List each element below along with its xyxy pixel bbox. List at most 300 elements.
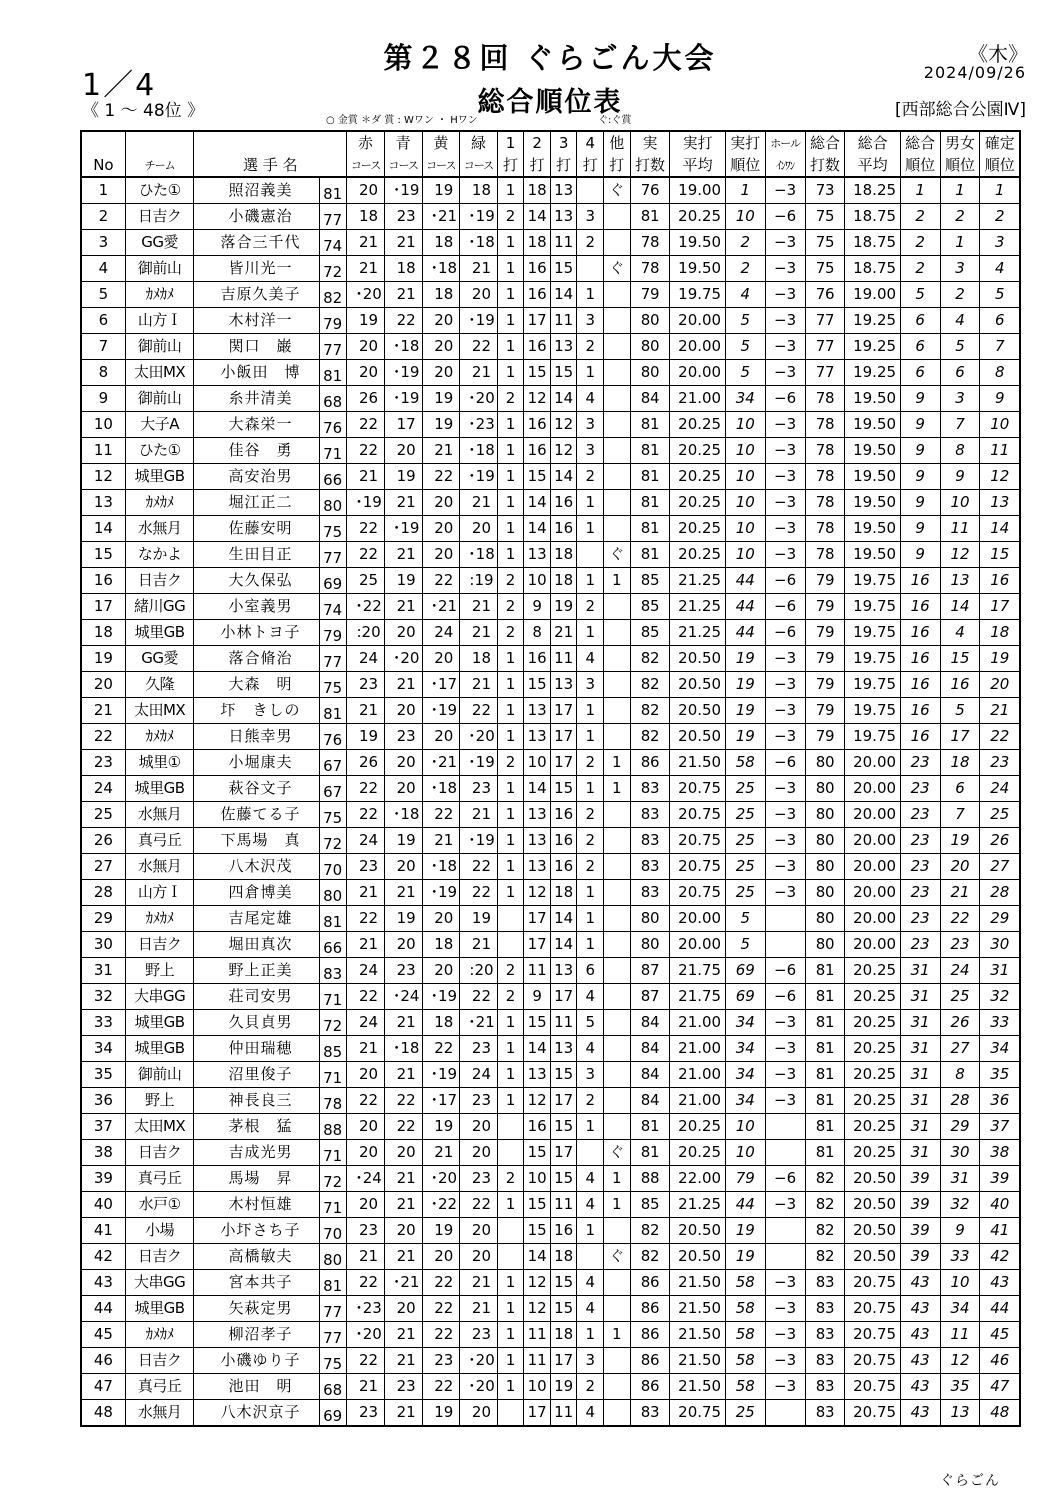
strokes-3: 15	[550, 776, 577, 802]
age: 77	[319, 334, 347, 360]
red-course: 21	[347, 880, 385, 906]
strokes-2: 16	[524, 1114, 551, 1140]
actual-rank: 25	[725, 880, 765, 906]
actual-strokes: 86	[630, 750, 670, 776]
red-course: 22	[347, 516, 385, 542]
team: 城里GB	[125, 464, 194, 490]
age: 71	[319, 438, 347, 464]
gender-rank: 24	[940, 958, 980, 984]
col-blue-top: 青	[384, 131, 422, 154]
rank-no: 33	[81, 1010, 125, 1036]
strokes-3: 18	[550, 542, 577, 568]
strokes-other	[604, 1088, 631, 1114]
red-course: 24	[347, 1010, 385, 1036]
actual-strokes: 81	[630, 1140, 670, 1166]
strokes-1: 2	[497, 568, 524, 594]
strokes-1: 1	[497, 880, 524, 906]
team: 水無月	[125, 854, 194, 880]
total-average: 20.00	[845, 932, 900, 958]
rank-no: 46	[81, 1348, 125, 1374]
total-strokes: 79	[805, 724, 845, 750]
col-hole-top: ホール	[765, 131, 805, 154]
player-name: 落合三千代	[194, 230, 319, 256]
strokes-other	[604, 490, 631, 516]
gender-rank: 3	[940, 386, 980, 412]
player-name: 小林トヨ子	[194, 620, 319, 646]
final-rank: 26	[980, 828, 1020, 854]
strokes-2: 14	[524, 516, 551, 542]
yellow-course: 22	[422, 1270, 460, 1296]
strokes-2: 10	[524, 568, 551, 594]
rank-no: 19	[81, 646, 125, 672]
strokes-other	[604, 438, 631, 464]
total-average: 20.00	[845, 906, 900, 932]
age: 68	[319, 1374, 347, 1400]
final-rank: 48	[980, 1400, 1020, 1427]
strokes-other	[604, 204, 631, 230]
rank-no: 17	[81, 594, 125, 620]
team: 山方Ｉ	[125, 308, 194, 334]
strokes-3: 13	[550, 958, 577, 984]
hole-in-one	[765, 1218, 805, 1244]
green-course: ･18	[460, 438, 498, 464]
total-average: 20.75	[845, 1348, 900, 1374]
total-strokes: 83	[805, 1296, 845, 1322]
strokes-2: 15	[524, 360, 551, 386]
strokes-other	[604, 1114, 631, 1140]
final-rank: 42	[980, 1244, 1020, 1270]
age: 77	[319, 542, 347, 568]
final-rank: 3	[980, 230, 1020, 256]
blue-course: 20	[384, 776, 422, 802]
strokes-3: 15	[550, 1296, 577, 1322]
age: 76	[319, 724, 347, 750]
actual-strokes: 79	[630, 282, 670, 308]
actual-average: 21.00	[670, 1010, 725, 1036]
yellow-course: ･21	[422, 204, 460, 230]
red-course: 20	[347, 1192, 385, 1218]
actual-average: 21.75	[670, 958, 725, 984]
strokes-1: 1	[497, 854, 524, 880]
total-strokes: 81	[805, 1010, 845, 1036]
green-course: 20	[460, 1218, 498, 1244]
hole-in-one: −6	[765, 620, 805, 646]
strokes-2: 12	[524, 1296, 551, 1322]
strokes-3: 16	[550, 516, 577, 542]
total-average: 20.00	[845, 880, 900, 906]
team: GG愛	[125, 230, 194, 256]
strokes-4: 1	[577, 516, 604, 542]
hole-in-one: −3	[765, 256, 805, 282]
green-course: 21	[460, 672, 498, 698]
age: 82	[319, 282, 347, 308]
actual-strokes: 81	[630, 1114, 670, 1140]
yellow-course: 20	[422, 308, 460, 334]
green-course: ･19	[460, 750, 498, 776]
actual-average: 19.50	[670, 256, 725, 282]
total-rank: 1	[900, 177, 940, 204]
strokes-2: 16	[524, 646, 551, 672]
table-row	[81, 698, 1020, 724]
final-rank: 32	[980, 984, 1020, 1010]
total-strokes: 81	[805, 1036, 845, 1062]
strokes-3: 17	[550, 1140, 577, 1166]
total-strokes: 79	[805, 672, 845, 698]
strokes-3: 18	[550, 568, 577, 594]
age: 68	[319, 386, 347, 412]
hole-in-one: −3	[765, 828, 805, 854]
blue-course: 22	[384, 1114, 422, 1140]
team: 日吉ク	[125, 1244, 194, 1270]
total-strokes: 80	[805, 932, 845, 958]
strokes-2: 12	[524, 1270, 551, 1296]
actual-average: 20.75	[670, 802, 725, 828]
yellow-course: 21	[422, 438, 460, 464]
age: 72	[319, 1166, 347, 1192]
hole-in-one: −6	[765, 386, 805, 412]
green-course: 23	[460, 1166, 498, 1192]
strokes-1: 2	[497, 620, 524, 646]
player-name: 大久保弘	[194, 568, 319, 594]
strokes-1: 1	[497, 542, 524, 568]
team: 小場	[125, 1218, 194, 1244]
total-average: 18.75	[845, 256, 900, 282]
actual-average: 21.00	[670, 1088, 725, 1114]
total-average: 20.25	[845, 1036, 900, 1062]
strokes-1: 1	[497, 360, 524, 386]
red-course: 20	[347, 1114, 385, 1140]
strokes-4: 2	[577, 802, 604, 828]
table-row	[81, 464, 1020, 490]
final-rank: 14	[980, 516, 1020, 542]
total-rank: 16	[900, 594, 940, 620]
col-s1: 打	[497, 154, 524, 177]
strokes-1: 1	[497, 1374, 524, 1400]
strokes-other: ぐ	[604, 177, 631, 204]
rank-no: 20	[81, 672, 125, 698]
strokes-other	[604, 516, 631, 542]
actual-average: 20.25	[670, 542, 725, 568]
strokes-other: ぐ	[604, 1140, 631, 1166]
player-name: 吉成光男	[194, 1140, 319, 1166]
green-course: 18	[460, 646, 498, 672]
strokes-other	[604, 334, 631, 360]
strokes-2: 17	[524, 906, 551, 932]
page-subtitle: 総合順位表	[477, 87, 623, 118]
actual-average: 19.75	[670, 282, 725, 308]
gender-rank: 30	[940, 1140, 980, 1166]
player-name: 佐藤安明	[194, 516, 319, 542]
strokes-4: 1	[577, 1218, 604, 1244]
age: 81	[319, 698, 347, 724]
event-date: 2024/09/26	[923, 63, 1026, 82]
strokes-3: 15	[550, 256, 577, 282]
hole-in-one: −6	[765, 958, 805, 984]
team: 日吉ク	[125, 932, 194, 958]
yellow-course: 22	[422, 1296, 460, 1322]
strokes-1: 1	[497, 776, 524, 802]
hole-in-one: −3	[765, 854, 805, 880]
total-rank: 39	[900, 1192, 940, 1218]
hole-in-one	[765, 1244, 805, 1270]
actual-rank: 44	[725, 594, 765, 620]
actual-strokes: 82	[630, 1218, 670, 1244]
final-rank: 1	[980, 177, 1020, 204]
actual-strokes: 85	[630, 594, 670, 620]
age: 72	[319, 1010, 347, 1036]
strokes-other	[604, 1270, 631, 1296]
actual-strokes: 84	[630, 1010, 670, 1036]
actual-average: 20.00	[670, 906, 725, 932]
col-gender-top: 男女	[940, 131, 980, 154]
green-course: 20	[460, 1244, 498, 1270]
age: 88	[319, 1114, 347, 1140]
final-rank: 31	[980, 958, 1020, 984]
blue-course: ･19	[384, 360, 422, 386]
actual-rank: 58	[725, 1348, 765, 1374]
final-rank: 41	[980, 1218, 1020, 1244]
actual-rank: 4	[725, 282, 765, 308]
strokes-3: 15	[550, 1114, 577, 1140]
team: 日吉ク	[125, 568, 194, 594]
strokes-1: 2	[497, 750, 524, 776]
total-rank: 23	[900, 828, 940, 854]
strokes-1	[497, 1114, 524, 1140]
strokes-2: 12	[524, 1088, 551, 1114]
total-rank: 23	[900, 854, 940, 880]
green-course: ･19	[460, 204, 498, 230]
actual-average: 20.25	[670, 490, 725, 516]
hole-in-one: −3	[765, 698, 805, 724]
gender-rank: 6	[940, 360, 980, 386]
actual-strokes: 78	[630, 230, 670, 256]
player-name: 野上正美	[194, 958, 319, 984]
hole-in-one: −3	[765, 1062, 805, 1088]
total-average: 19.75	[845, 646, 900, 672]
hole-in-one	[765, 1140, 805, 1166]
player-name: 吉原久美子	[194, 282, 319, 308]
table-row	[81, 958, 1020, 984]
table-row	[81, 308, 1020, 334]
strokes-4: 4	[577, 984, 604, 1010]
gender-rank: 6	[940, 776, 980, 802]
blue-course: 17	[384, 412, 422, 438]
strokes-4	[577, 1140, 604, 1166]
actual-rank: 10	[725, 490, 765, 516]
strokes-other	[604, 1218, 631, 1244]
green-course: ･21	[460, 1010, 498, 1036]
green-course: 19	[460, 906, 498, 932]
strokes-3: 15	[550, 360, 577, 386]
blue-course: 20	[384, 1140, 422, 1166]
green-course: 23	[460, 776, 498, 802]
strokes-other	[604, 1400, 631, 1427]
final-rank: 4	[980, 256, 1020, 282]
hole-in-one: −3	[765, 1192, 805, 1218]
final-rank: 17	[980, 594, 1020, 620]
green-course: ･19	[460, 828, 498, 854]
yellow-course: ･21	[422, 750, 460, 776]
team: 太田MX	[125, 360, 194, 386]
table-row	[81, 672, 1020, 698]
table-row	[81, 1270, 1020, 1296]
table-row	[81, 282, 1020, 308]
total-rank: 31	[900, 1088, 940, 1114]
rank-no: 39	[81, 1166, 125, 1192]
total-average: 20.25	[845, 984, 900, 1010]
actual-average: 20.50	[670, 1244, 725, 1270]
total-average: 19.25	[845, 334, 900, 360]
total-average: 20.50	[845, 1244, 900, 1270]
strokes-4: 1	[577, 698, 604, 724]
actual-strokes: 82	[630, 1244, 670, 1270]
strokes-4: 2	[577, 594, 604, 620]
actual-strokes: 81	[630, 542, 670, 568]
player-name: 堀江正二	[194, 490, 319, 516]
blue-course: 20	[384, 438, 422, 464]
total-average: 20.00	[845, 802, 900, 828]
age: 79	[319, 308, 347, 334]
actual-strokes: 81	[630, 438, 670, 464]
yellow-course: 19	[422, 1114, 460, 1140]
strokes-1: 1	[497, 672, 524, 698]
final-rank: 39	[980, 1166, 1020, 1192]
actual-average: 20.75	[670, 1400, 725, 1427]
total-rank: 16	[900, 698, 940, 724]
strokes-1: 1	[497, 698, 524, 724]
col-tavg-top: 総合	[845, 131, 900, 154]
blue-course: 19	[384, 464, 422, 490]
hole-in-one: −3	[765, 464, 805, 490]
red-course: 21	[347, 230, 385, 256]
rank-no: 27	[81, 854, 125, 880]
col-no-top	[81, 131, 125, 154]
player-name: 小圷さち子	[194, 1218, 319, 1244]
player-name: 八木沢京子	[194, 1400, 319, 1427]
player-name: 四倉博美	[194, 880, 319, 906]
hole-in-one: −3	[765, 1374, 805, 1400]
age: 79	[319, 620, 347, 646]
strokes-other: 1	[604, 1322, 631, 1348]
green-course: 20	[460, 516, 498, 542]
strokes-other: 1	[604, 1166, 631, 1192]
age: 81	[319, 360, 347, 386]
rank-no: 30	[81, 932, 125, 958]
strokes-2: 14	[524, 1036, 551, 1062]
total-average: 20.75	[845, 1296, 900, 1322]
final-rank: 21	[980, 698, 1020, 724]
total-rank: 23	[900, 932, 940, 958]
team: GG愛	[125, 646, 194, 672]
total-strokes: 77	[805, 308, 845, 334]
actual-strokes: 86	[630, 1322, 670, 1348]
team: 緒川GG	[125, 594, 194, 620]
strokes-2: 8	[524, 620, 551, 646]
actual-rank: 5	[725, 308, 765, 334]
red-course: 22	[347, 438, 385, 464]
strokes-3: 14	[550, 932, 577, 958]
actual-rank: 19	[725, 698, 765, 724]
total-average: 19.50	[845, 516, 900, 542]
strokes-4: 2	[577, 334, 604, 360]
hole-in-one: −3	[765, 1036, 805, 1062]
rank-no: 41	[81, 1218, 125, 1244]
green-course: ･18	[460, 230, 498, 256]
green-course: 21	[460, 932, 498, 958]
actual-strokes: 80	[630, 932, 670, 958]
strokes-4: 1	[577, 1322, 604, 1348]
age: 78	[319, 1088, 347, 1114]
strokes-4: 3	[577, 204, 604, 230]
total-strokes: 81	[805, 1062, 845, 1088]
total-rank: 31	[900, 1010, 940, 1036]
red-course: 19	[347, 308, 385, 334]
total-rank: 2	[900, 230, 940, 256]
table-row	[81, 1348, 1020, 1374]
red-course: ･19	[347, 490, 385, 516]
strokes-3: 16	[550, 802, 577, 828]
final-rank: 47	[980, 1374, 1020, 1400]
strokes-other	[604, 646, 631, 672]
table-row	[81, 516, 1020, 542]
player-name: 木村洋一	[194, 308, 319, 334]
team: 大子A	[125, 412, 194, 438]
rank-no: 44	[81, 1296, 125, 1322]
blue-course: 21	[384, 594, 422, 620]
final-rank: 45	[980, 1322, 1020, 1348]
rank-no: 18	[81, 620, 125, 646]
total-rank: 9	[900, 490, 940, 516]
total-average: 19.00	[845, 282, 900, 308]
final-rank: 7	[980, 334, 1020, 360]
actual-average: 20.50	[670, 698, 725, 724]
blue-course: ･18	[384, 334, 422, 360]
final-rank: 16	[980, 568, 1020, 594]
final-rank: 28	[980, 880, 1020, 906]
strokes-2: 12	[524, 880, 551, 906]
strokes-2: 10	[524, 1374, 551, 1400]
table-row	[81, 750, 1020, 776]
total-strokes: 83	[805, 1348, 845, 1374]
blue-course: 23	[384, 724, 422, 750]
total-rank: 2	[900, 204, 940, 230]
yellow-course: 20	[422, 906, 460, 932]
yellow-course: ･22	[422, 1192, 460, 1218]
red-course: 21	[347, 932, 385, 958]
green-course: ･18	[460, 542, 498, 568]
hole-in-one: −3	[765, 672, 805, 698]
blue-course: ･21	[384, 1270, 422, 1296]
total-rank: 31	[900, 958, 940, 984]
actual-strokes: 84	[630, 386, 670, 412]
red-course: 26	[347, 750, 385, 776]
team: 城里①	[125, 750, 194, 776]
col-final: 順位	[980, 154, 1020, 177]
actual-strokes: 87	[630, 984, 670, 1010]
hole-in-one: −3	[765, 412, 805, 438]
actual-average: 20.50	[670, 724, 725, 750]
age: 69	[319, 1400, 347, 1427]
strokes-1: 1	[497, 282, 524, 308]
table-row	[81, 1062, 1020, 1088]
strokes-other	[604, 282, 631, 308]
strokes-2: 14	[524, 490, 551, 516]
strokes-2: 11	[524, 1348, 551, 1374]
total-strokes: 80	[805, 776, 845, 802]
strokes-3: 11	[550, 308, 577, 334]
team: 水無月	[125, 516, 194, 542]
total-average: 18.25	[845, 177, 900, 204]
